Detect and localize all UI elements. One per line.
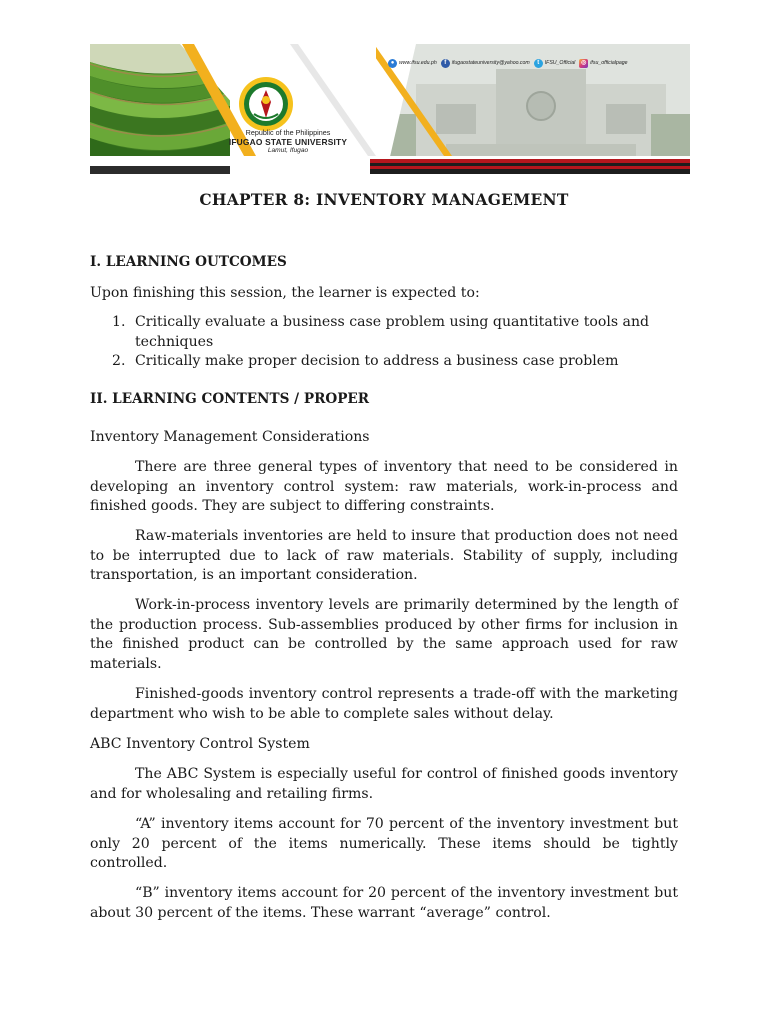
chapter-title: CHAPTER 8: INVENTORY MANAGEMENT [199,191,569,209]
list-item-text: Critically evaluate a business case problem using quantitative tools and techniques [135,314,650,350]
university-name-block [208,128,368,155]
learning-contents-heading: II. LEARNING CONTENTS / PROPER [90,391,370,407]
outcomes-list [90,313,678,372]
learning-outcomes-heading: I. LEARNING OUTCOMES [90,254,287,270]
social-links-row [388,57,690,69]
twitter-icon: t [534,59,543,68]
university-banner [90,44,690,174]
paragraph-work-in-process: Work-in-process inventory levels are primarily determined by the length of the production process. Sub-assemblies produced by other firms for inclusion in the finished product can be controlled by the same approach used for raw materials. [90,597,678,672]
list-item [90,313,678,352]
social-website[interactable] [388,59,437,68]
social-facebook[interactable] [441,59,530,68]
ifsu-seal-logo [238,76,294,132]
social-instagram[interactable] [579,59,627,68]
paragraph-a-items: “A” inventory items account for 70 percent of the inventory investment but only 20 percent of the items numerically. These items should be tightly controlled. [90,816,678,872]
subheading-abc-system: ABC Inventory Control System [90,736,310,752]
list-item [90,352,678,372]
university-name: IFUGAO STATE UNIVERSITY [228,137,348,147]
paragraph-inventory-types: There are three general types of inventory that need to be considered in developing an inventory control system: raw materials, work-in-process and finished goods. They are subject to differing constraints. [90,459,678,515]
paragraph-raw-materials: Raw-materials inventories are held to insure that production does not need to be interrupted due to lack of raw materials. Stability of supply, including transportation, is an important consideration. [90,528,678,584]
paragraph-finished-goods: Finished-goods inventory control represents a trade-off with the marketing department who wish to be able to complete sales without delay. [90,686,678,722]
social-instagram-text: ifsu_officialpage [590,60,628,66]
instagram-icon: ◎ [581,59,587,66]
social-website-text: www.ifsu.edu.ph [399,60,437,66]
social-twitter-text: IFSU_Official [544,60,576,66]
list-item-text: Critically make proper decision to address a business case problem [135,353,619,370]
paragraph-b-items: “B” inventory items account for 20 percent of the inventory investment but about 30 percent of the items. These warrant “average” control. [90,885,678,921]
subheading-inventory-considerations: Inventory Management Considerations [90,429,370,445]
paragraph-abc-system: The ABC System is especially useful for control of finished goods inventory and for wholesaling and retailing firms. [90,766,678,802]
republic-label: Republic of the Philippines [245,128,331,137]
social-twitter[interactable] [534,59,576,68]
social-facebook-text: ifugaostateuniversity@yahoo.com [451,60,530,66]
facebook-icon: f [441,59,450,68]
list-item-number: 2. [112,353,126,370]
list-item-number: 1. [112,314,126,330]
university-location: Lamut, Ifugao [267,147,309,154]
globe-icon: ● [388,59,397,68]
ethnic-pattern-stripe [90,156,690,174]
outcomes-intro: Upon finishing this session, the learner is expected to: [90,285,480,301]
